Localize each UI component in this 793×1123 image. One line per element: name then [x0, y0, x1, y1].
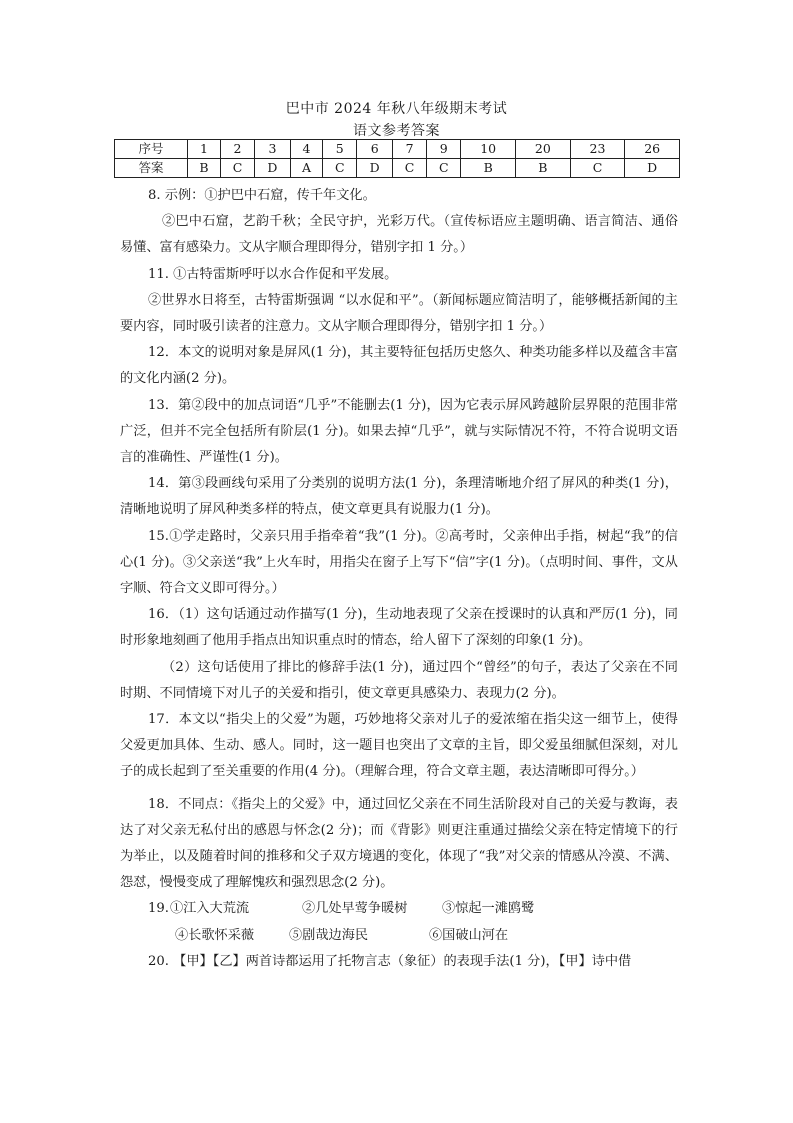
answer-q19-label: 19. [148, 901, 169, 917]
table-cell: 3 [255, 140, 291, 159]
table-cell: 9 [427, 140, 461, 159]
table-cell: B [461, 159, 516, 178]
table-cell: B [188, 159, 221, 178]
answer-content [120, 183, 678, 975]
answer-q13: 13．第②段中的加点词语“几乎”不能删去(1 分)，因为它表示屏风跨越阶层界限的范围非常广泛，但并不完全包括所有阶层(1 分)。如果去掉“几乎”，就与实际情况不符，不符合说明文语言的准确性、严谨性(1 分)。 [120, 397, 678, 466]
table-cell: C [570, 159, 625, 178]
table-cell: 4 [290, 140, 322, 159]
table-header-cell: 序号 [115, 140, 188, 159]
table-cell: A [290, 159, 322, 178]
answer-q11-headline-1: 11. ①古特雷斯呼吁以水合作促和平发展。 [148, 266, 398, 282]
poem-line: ①江入大荒流 [170, 901, 250, 917]
answer-q19-row2 [120, 923, 678, 949]
table-cell: D [255, 159, 291, 178]
table-cell: C [323, 159, 357, 178]
answer-q8-example: 8. 示例：①护巴中石窟，传千年文化。 [148, 188, 376, 203]
poem-line: ②几处早莺争暖树 [302, 901, 408, 917]
table-row-answers [115, 159, 680, 178]
answer-q14: 14．第③段画线句采用了分类别的说明方法(1 分)，条理清晰地介绍了屏风的种类(1 分)，清晰地说明了屏风种类多样的特点，使文章更具有说服力(1 分)。 [120, 476, 678, 518]
table-cell: 23 [570, 140, 625, 159]
poem-line: ③惊起一滩鸥鹭 [442, 901, 535, 917]
table-cell: 5 [323, 140, 357, 159]
table-row-numbers [115, 140, 680, 159]
table-cell: B [516, 159, 571, 178]
table-cell: 1 [188, 140, 221, 159]
answer-table [114, 139, 680, 178]
answer-q12: 12．本文的说明对象是屏风(1 分)，其主要特征包括历史悠久、种类功能多样以及蕴含丰富的文化内涵(2 分)。 [120, 345, 678, 387]
table-cell: 7 [393, 140, 427, 159]
poem-line: ⑥国破山河在 [429, 927, 509, 943]
table-cell: 2 [220, 140, 254, 159]
table-cell: C [220, 159, 254, 178]
answer-q8-slogan: ②巴中石窟，艺韵千秋；全民守护，光彩万代。（宣传标语应主题明确、语言简洁、通俗易懂、富有感染力。文从字顺合理即得分，错别字扣 1 分。） [120, 214, 678, 256]
table-cell: C [427, 159, 461, 178]
poem-line: ④长歌怀采薇 [175, 927, 255, 943]
answer-q16-part1: 16．（1）这句话通过动作描写(1 分)，生动地表现了父亲在授课时的认真和严厉(1 分)，同时形象地刻画了他用手指点出知识重点时的情态，给人留下了深刻的印象(1 分)。 [120, 607, 678, 649]
page-title: 巴中市 2024 年秋八年级期末考试 [285, 101, 508, 117]
table-cell: 10 [461, 140, 516, 159]
answer-q17: 17．本文以“指尖上的父爱”为题，巧妙地将父亲对儿子的爱浓缩在指尖这一细节上，使得父爱更加具体、生动、感人。同时，这一题目也突出了文章的主旨，即父爱虽细腻但深刻，对儿子的成长起到了至关重要的作用(4 分)。（理解合理，符合文章主题，表达清晰即可得分。） [120, 712, 678, 780]
table-cell: C [393, 159, 427, 178]
table-cell: 26 [625, 140, 680, 159]
table-cell: 20 [516, 140, 571, 159]
table-cell: 6 [357, 140, 393, 159]
answer-q11-headline-2: ②世界水日将至，古特雷斯强调 “以水促和平”。（新闻标题应简洁明了，能够概括新闻的主要内容，同时吸引读者的注意力。文从字顺合理即得分，错别字扣 1 分。） [120, 292, 678, 335]
poem-line: ⑤剧哉边海民 [289, 927, 369, 943]
table-cell: D [625, 159, 680, 178]
answer-q18: 18．不同点：《指尖上的父爱》中，通过回忆父亲在不同生活阶段对自己的关爱与教诲，表达了对父亲无私付出的感恩与怀念(2 分)；而《背影》则更注重通过描绘父亲在特定情境下的行为举止，以及随着时间的推移和父子双方境遇的变化，体现了“我”对父亲的情感从冷漠、不满、怨怼，慢慢变成了理解愧疚和强烈思念(2 分)。 [120, 796, 678, 891]
answer-q19-row1 [120, 896, 678, 922]
page-subtitle: 语文参考答案 [353, 123, 440, 139]
table-header-cell: 答案 [115, 159, 188, 178]
answer-q16-part2: （2）这句话使用了排比的修辞手法(1 分)，通过四个“曾经”的句子，表达了父亲在不同时期、不同情境下对儿子的关爱和指引，使文章更具感染力、表现力(2 分)。 [120, 659, 678, 701]
table-cell: D [357, 159, 393, 178]
answer-q20: 20. 【甲】【乙】两首诗都运用了托物言志（象征）的表现手法(1 分)，【甲】诗中借 [148, 953, 632, 969]
answer-q15: 15.①学走路时，父亲只用手指牵着“我”(1 分)。②高考时，父亲伸出手指，树起“我”的信心(1 分)。③父亲送“我”上火车时，用指尖在窗子上写下“信”字(1 分)。（点明时间、事件，文从字顺、符合文义即可得分。） [120, 528, 678, 597]
